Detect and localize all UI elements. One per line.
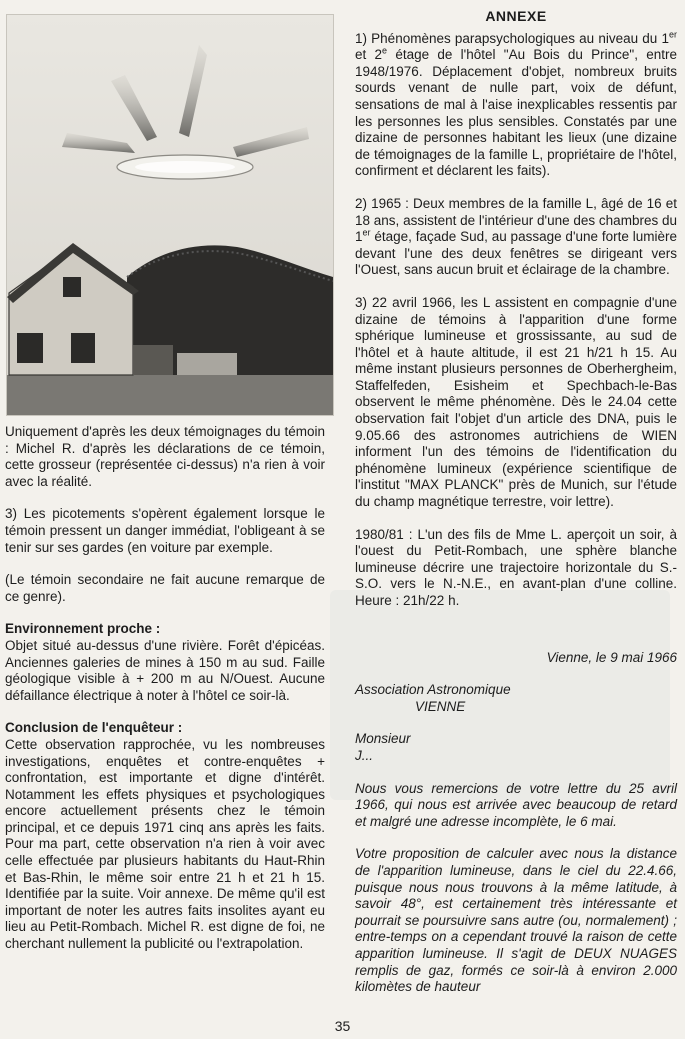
heading-conclusion: Conclusion de l'enquêteur : <box>5 720 183 736</box>
annexe-item-4: 1980/81 : L'un des fils de Mme L. aperçoit un soir, à l'ouest du Petit-Rombach, une sphère blanche lumineuse décrire une trajectoire horizontale du S.-S.O. vers le N.-N.E., en avant-plan d'une colline. Heure : 21h/22 h. <box>355 526 677 608</box>
shed <box>133 345 173 375</box>
annexe-item-1-sup2: e <box>382 45 388 56</box>
house-window-1 <box>17 333 43 363</box>
annexe-item-3: 3) 22 avril 1966, les L assistent en compagnie d'une dizaine de témoins à l'apparition d'une forme sphérique lumineuse et grossissante, au sud de l'hôtel et à haute altitude, il est 21 h/21 h 15. Au même instant plusieurs personnes de Oberhergheim, Staffelfeden, Esisheim et Spechbach-le-Bas observent le même phénomène. Dès le 24.04 cette observation fait l'objet d'un article des DNA, puis le 9.05.66 des astronomes autrichiens de WIEN informent l'un des témoins de l'identification du phénomène lumineux (expérience scientifique de l'institut "MAX PLANCK" près de Munich, sur l'étude du champ magnétique terrestre, voir lettre). <box>355 294 677 510</box>
letter-org-line2: VIENNE <box>415 698 466 714</box>
left-column <box>5 424 325 953</box>
paragraph-temoin-secondaire: (Le témoin secondaire ne fait aucune remarque de ce genre). <box>5 572 325 604</box>
annexe-title: ANNEXE <box>485 8 547 24</box>
paragraph-conclusion: Cette observation rapprochée, vu les nombreuses investigations, enquêtes et contre-enquêtes + confrontation, est importante et digne d'intérêt. Notamment les effets physiques et psychologiques encore actuellement présents chez le témoin principal, et ce depuis 1971 cinq ans après les faits. Pour ma part, cette observation n'a rien à voir avec celle effectuée par plusieurs habitants du Haut-Rhin et Bas-Rhin, le même soir entre 21 h et 21 h 15. Identifiée par la suite. Voir annexe. De même qu'il est important de noter les autres faits insolites ayant eu lieu au Petit-Rombach. Michel R. est digne de foi, ne cherchant nullement la publicité ou l'extrapolation. <box>5 736 325 952</box>
letter-org-line1: Association Astronomique <box>355 682 511 698</box>
letter-date: Vienne, le 9 mai 1966 <box>546 649 677 665</box>
paragraph-picotements: 3) Les picotements s'opèrent également lorsque le témoin pressent un danger immédiat, l'obligeant à se tenir sur ses gardes (en voiture par exemple. <box>5 506 325 555</box>
luminous-core <box>135 161 235 173</box>
annexe-item-2-pre: 2) 1965 : Deux membres de la famille L, âgé de 16 et 18 ans, assistent de l'intérieur d'une des chambres du 1 <box>355 195 677 245</box>
house-window-3 <box>63 277 81 297</box>
caption-paragraph: Uniquement d'après les deux témoignages du témoin : Michel R. d'après les déclarations de ce témoin, cette grosseur (représentée ci-dessus) n'a rien à voir avec la réalité. <box>5 424 325 489</box>
annexe-item-2-sup: er <box>362 227 371 238</box>
annexe-item-1-post: étage de l'hôtel "Au Bois du Prince", entre 1948/1976. Déplacement d'objet, nombreux bruits sourds venant de nulle part, voix de défunt, sensations de mal à l'aise inexplicables ressentis par les personnes les plus sensibles. Constatés par une dizaine de personnes habitant les lieux (une dizaine de témoignages de la famille L, propriétaire de l'hôtel, confirment et déclarent les faits). <box>355 47 677 179</box>
ground <box>7 375 333 415</box>
letter-salutation: Monsieur <box>355 731 411 747</box>
annexe-item-2-post: étage, façade Sud, au passage d'une forte lumière devant l'une des deux fenêtres se dirigeant vers l'Ouest, sans aucun bruit et éclairage de la chambre. <box>355 229 677 278</box>
annexe-item-1-mid: et 2 <box>355 47 383 63</box>
paragraph-environnement: Objet situé au-dessus d'une rivière. Forêt d'épicéas. Anciennes galeries de mines à 150 m au sud. Faille géologique visible à + 200 m au N/Ouest. Aucune défaillance électrique à noter à l'hôtel ce soir-là. <box>5 637 325 703</box>
annexe-item-1-sup1: er <box>668 29 677 40</box>
house-window-2 <box>71 333 95 363</box>
annexe-item-1 <box>355 31 677 180</box>
letter-paragraph-2: Votre proposition de calculer avec nous la distance de l'apparition lumineuse, dans le ciel du 22.4.66, puisque nous nous trouvons à la même latitude, à savoir 48°, est certainement très intéressante et pourrait se poursuivre sans autre (ou, normalement) ; entre-temps on a cependant trouvé la raison de cette apparition lumineuse. Il s'agit de DEUX NUAGES remplis de gaz, formés ce soir-là à environ 2.000 kilomètes de hauteur <box>355 846 677 995</box>
illustration-drawing <box>7 15 333 415</box>
fence <box>177 353 237 375</box>
illustration <box>6 14 334 416</box>
heading-environnement: Environnement proche : <box>5 621 161 637</box>
page-number: 35 <box>334 1018 351 1034</box>
annexe-item-1-pre: 1) Phénomènes parapsychologiques au niveau du 1 <box>355 30 669 46</box>
letter-recipient: J... <box>355 747 374 763</box>
annexe-item-2 <box>355 196 677 279</box>
right-column <box>355 8 677 996</box>
letter-paragraph-1: Nous vous remercions de votre lettre du 25 avril 1966, qui nous est arrivée avec beaucoup de retard et malgré une adresse incomplète, le 6 mai. <box>355 780 677 829</box>
